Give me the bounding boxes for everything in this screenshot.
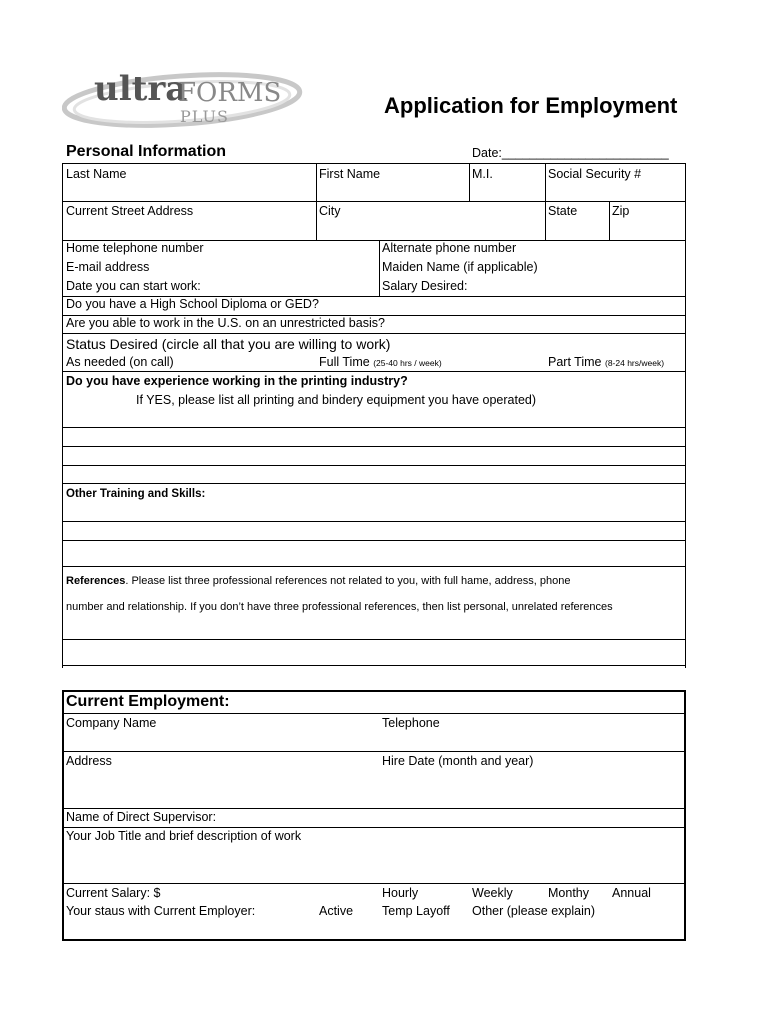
grid-line: [62, 521, 685, 522]
alt-phone-field[interactable]: Alternate phone number: [382, 241, 517, 255]
status-full-time-option[interactable]: [319, 355, 442, 371]
maiden-name-field[interactable]: Maiden Name (if applicable): [382, 260, 538, 274]
references-label: References: [66, 575, 126, 587]
pay-monthly-option[interactable]: Monthy: [548, 886, 589, 900]
pay-weekly-option[interactable]: Weekly: [472, 886, 513, 900]
grid-line: [469, 163, 470, 201]
grid-line: [62, 163, 63, 371]
logo-text-forms: FORMS: [178, 78, 282, 108]
start-date-field[interactable]: Date you can start work:: [66, 279, 201, 293]
hire-date-field[interactable]: Hire Date (month and year): [382, 754, 534, 768]
grid-line: [62, 333, 685, 334]
last-name-field[interactable]: Last Name: [66, 167, 127, 181]
status-part-time-option[interactable]: [548, 355, 664, 371]
ssn-field[interactable]: Social Security #: [548, 167, 642, 181]
grid-line: [62, 883, 685, 884]
grid-line: [62, 808, 685, 809]
status-as-needed-option[interactable]: As needed (on call): [66, 355, 174, 369]
grid-line: [62, 163, 685, 164]
status-desired-heading: Status Desired (circle all that you are willing to work): [66, 336, 391, 352]
grid-line: [62, 665, 685, 666]
equipment-instruction: If YES, please list all printing and bindery equipment you have operated): [136, 393, 537, 407]
date-field[interactable]: Date:________________________: [472, 146, 669, 160]
ultraforms-logo: [62, 66, 312, 141]
job-title-field[interactable]: Your Job Title and brief description of work: [66, 829, 302, 843]
status-active-option[interactable]: Active: [319, 904, 354, 918]
salary-desired-field[interactable]: Salary Desired:: [382, 279, 468, 293]
grid-line: [62, 540, 685, 541]
grid-line: [62, 201, 685, 202]
state-field[interactable]: State: [548, 204, 578, 218]
grid-line: [62, 566, 685, 567]
company-name-field[interactable]: Company Name: [66, 716, 157, 730]
pay-annual-option[interactable]: Annual: [612, 886, 651, 900]
employer-status-label: Your staus with Current Employer:: [66, 904, 256, 918]
personal-info-heading: Personal Information: [66, 143, 227, 160]
grid-line: [62, 465, 685, 466]
current-employment-heading: Current Employment:: [66, 693, 230, 710]
references-text1: . Please list three professional references not related to you, with full hame, address, phone: [125, 575, 571, 587]
grid-line: [62, 427, 685, 428]
diploma-question[interactable]: Do you have a High School Diploma or GED?: [66, 297, 319, 311]
email-field[interactable]: E-mail address: [66, 260, 150, 274]
references-instruction-line2: number and relationship. If you don’t have three professional references, then list personal, unrelated references: [66, 601, 613, 613]
grid-line: [62, 371, 685, 372]
form-title: Application for Employment: [384, 93, 678, 118]
middle-initial-field[interactable]: M.I.: [472, 167, 493, 181]
grid-line: [685, 371, 686, 668]
grid-line: [684, 690, 686, 940]
street-address-field[interactable]: Current Street Address: [66, 204, 194, 218]
other-training-label[interactable]: Other Training and Skills:: [66, 488, 206, 500]
work-authorization-question[interactable]: Are you able to work in the U.S. on an unrestricted basis?: [66, 316, 385, 330]
grid-line: [62, 939, 686, 941]
company-telephone-field[interactable]: Telephone: [382, 716, 440, 730]
city-field[interactable]: City: [319, 204, 341, 218]
grid-line: [62, 483, 685, 484]
company-address-field[interactable]: Address: [66, 754, 112, 768]
supervisor-field[interactable]: Name of Direct Supervisor:: [66, 810, 217, 824]
full-time-note: (25-40 hrs / week): [373, 358, 442, 368]
grid-line: [62, 371, 63, 668]
logo-text-ultra: ultra: [94, 69, 188, 109]
full-time-label: Full Time: [319, 355, 370, 369]
grid-line: [609, 201, 610, 240]
part-time-label: Part Time: [548, 355, 602, 369]
grid-line: [62, 446, 685, 447]
pay-hourly-option[interactable]: Hourly: [382, 886, 419, 900]
grid-line: [316, 163, 317, 240]
part-time-note: (8-24 hrs/week): [604, 358, 665, 368]
grid-line: [62, 639, 685, 640]
logo-text-plus: PLUS: [180, 107, 229, 126]
first-name-field[interactable]: First Name: [319, 167, 381, 181]
status-other-option[interactable]: Other (please explain): [472, 904, 595, 918]
current-salary-field[interactable]: Current Salary: $: [66, 886, 161, 900]
printing-experience-question[interactable]: Do you have experience working in the printing industry?: [66, 374, 408, 388]
grid-line: [545, 163, 546, 240]
grid-line: [62, 827, 685, 828]
grid-line: [685, 163, 686, 371]
grid-line: [379, 240, 380, 296]
status-temp-layoff-option[interactable]: Temp Layoff: [382, 904, 450, 918]
grid-line: [62, 713, 685, 714]
grid-line: [62, 751, 685, 752]
grid-line: [62, 690, 64, 940]
home-phone-field[interactable]: Home telephone number: [66, 241, 204, 255]
zip-field[interactable]: Zip: [612, 204, 630, 218]
references-instruction-line1: [66, 574, 570, 589]
